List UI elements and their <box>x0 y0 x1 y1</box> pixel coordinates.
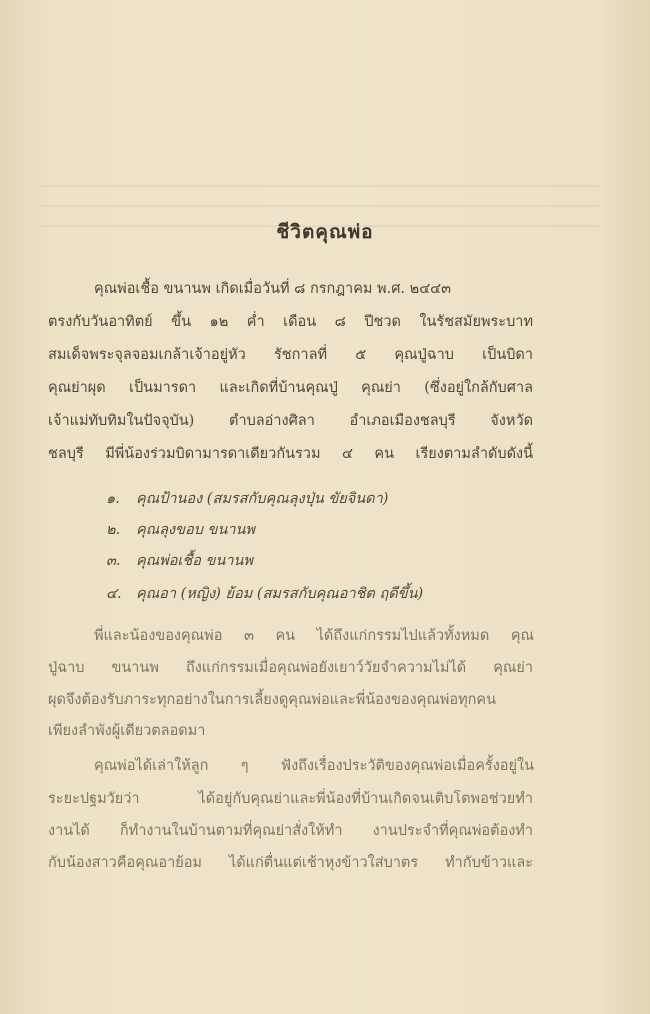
list-item <box>106 582 423 605</box>
paragraph-line: ชลบุรี มีพี่น้องร่วมบิดามารดาเดียวกันรวม ๔ คน เรียงตามลำดับดังนี้ <box>48 446 533 462</box>
list-item-number: ๒. <box>106 522 121 538</box>
list-item-text: คุณลุงขอบ ขนานพ <box>136 522 255 538</box>
paragraph-line: สมเด็จพระจุลจอมเกล้าเจ้าอยู่หัว รัชกาลที่ ๕ คุณปู่ฉาบ เป็นบิดา <box>48 347 533 363</box>
paragraph-line: พี่และน้องของคุณพ่อ ๓ คน ได้ถึงแก่กรรมไปแล้วทั้งหมด คุณ <box>94 628 534 644</box>
list-item <box>106 487 388 510</box>
paragraph-line: งานได้ ก็ทำงานในบ้านตามที่คุณย่าสั่งให้ทำ งานประจำที่คุณพ่อต้องทำ <box>48 823 533 839</box>
list-item <box>106 518 255 541</box>
list-item-number: ๑. <box>106 491 120 507</box>
paragraph-line: เพียงลำพังผู้เดียวตลอดมา <box>48 723 206 739</box>
paragraph-line: คุณพ่อเชื้อ ขนานพ เกิดเมื่อวันที่ ๘ กรกฎาคม พ.ศ. ๒๔๔๓ <box>94 281 452 297</box>
list-item-text: คุณป้านอง (สมรสกับคุณลุงปุ่น ขัยจินดา) <box>136 491 389 507</box>
paragraph-line: เจ้าแม่ทับทิมในปัจจุบัน) ตำบลอ่างศิลา อำเภอเมืองชลบุรี จังหวัด <box>48 413 533 429</box>
paragraph-line: กับน้องสาวคือคุณอาย้อม ได้แก่ตื่นแต่เช้าหุงข้าวใส่บาตร ทำกับข้าวและ <box>48 855 533 871</box>
list-item <box>106 549 253 572</box>
paragraph-line: ระยะปฐมวัยว่า ได้อยู่กับคุณย่าและพี่น้องที่บ้านเกิดจนเติบโตพอช่วยทำ <box>48 791 533 807</box>
paragraph-line: คุณพ่อได้เล่าให้ลูก ๆ ฟังถึงเรื่องประวัติของคุณพ่อเมื่อครั้งอยู่ใน <box>94 758 534 774</box>
list-item-number: ๓. <box>106 553 121 569</box>
paragraph-line: ผุดจึงต้องรับภาระทุกอย่างในการเลี้ยงดูคุณพ่อและพี่น้องของคุณพ่อทุกคน <box>48 692 497 708</box>
paragraph-line: คุณย่าผุด เป็นมารดา และเกิดที่บ้านคุณปู่ คุณย่า (ซึ่งอยู่ใกล้กับศาล <box>48 380 533 396</box>
list-item-number: ๔. <box>106 586 122 602</box>
list-item-text: คุณพ่อเชื้อ ขนานพ <box>136 553 253 569</box>
page-title: ชีวิตคุณพ่อ <box>276 221 374 243</box>
list-item-text: คุณอา (หญิง) ย้อม (สมรสกับคุณอาชิต ฤดีขึ้น) <box>136 586 424 602</box>
paragraph-line: ปู่ฉาบ ขนานพ ถึงแก่กรรมเมื่อคุณพ่อยังเยาว์วัยจำความไม่ได้ คุณย่า <box>48 660 533 676</box>
paragraph-line: ตรงกับวันอาทิตย์ ขึ้น ๑๒ ค่ำ เดือน ๘ ปีชวด ในรัชสมัยพระบาท <box>48 314 533 330</box>
